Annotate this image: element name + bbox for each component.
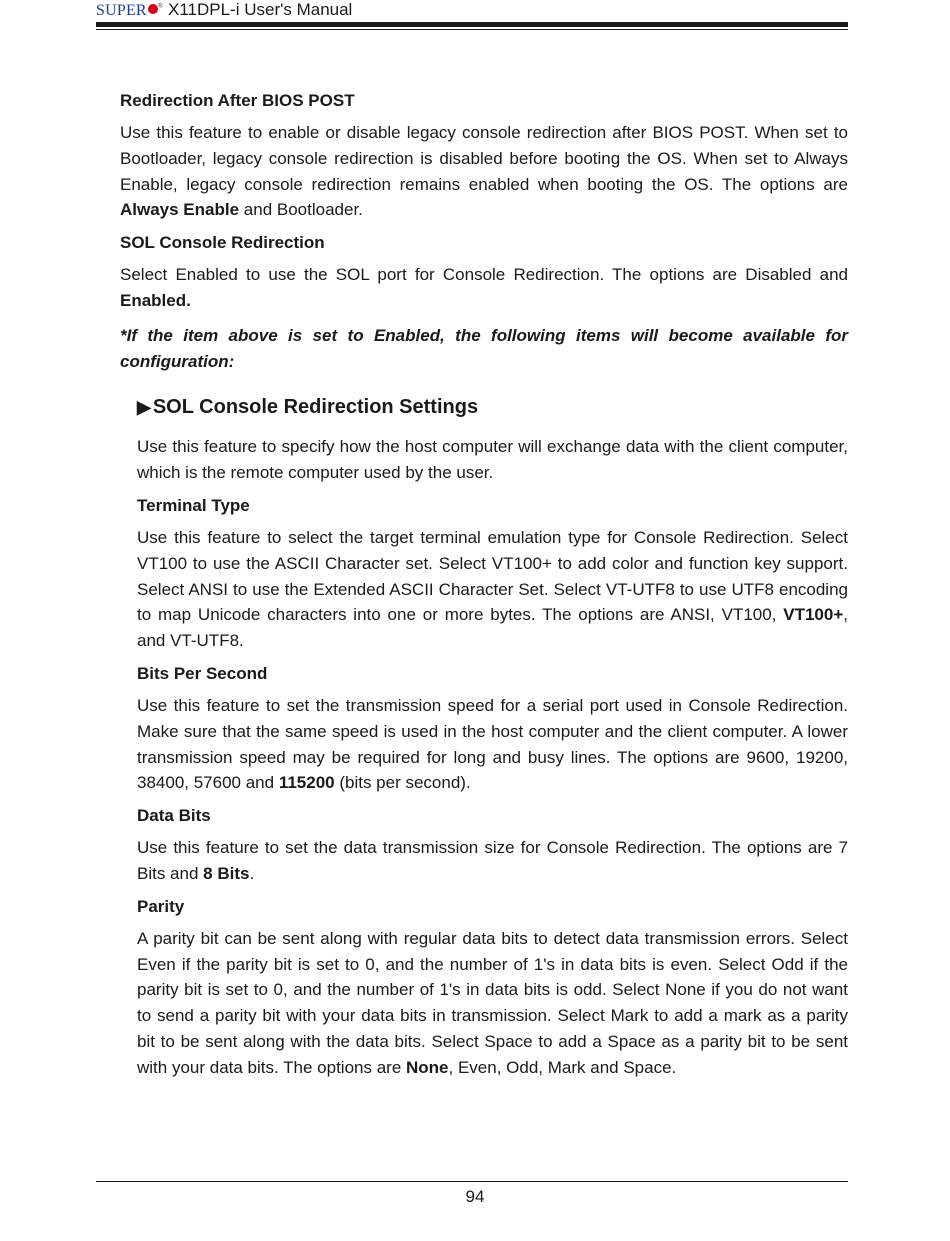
logo-registered-mark: ® bbox=[157, 2, 164, 10]
section-redirection-after-bios-post bbox=[120, 90, 848, 223]
paragraph-data-bits bbox=[137, 835, 848, 887]
paragraph-parity bbox=[137, 926, 848, 1081]
text-span: Use this feature to select the target terminal emulation type for Console Redirection. Select VT100 to use the ASCII Character set. Select VT100+ to add color and function key support. Select ANSI to use the Extended ASCII Character Set. Select VT-UTF8 to use UTF8 encoding to map Unicode characters into one or more bytes. The options are ANSI, VT100, bbox=[137, 527, 848, 625]
paragraph-redirection-after-bios-post bbox=[120, 120, 848, 223]
heading-terminal-type: Terminal Type bbox=[137, 495, 250, 515]
text-span: . bbox=[249, 863, 255, 883]
page-content bbox=[120, 90, 848, 1090]
logo-dot-icon bbox=[148, 4, 158, 14]
text-span: Use this feature to enable or disable legacy console redirection after BIOS POST. When set to Bootloader, legacy console redirection is disabled before booting the OS. When set to Always Enable, legacy console redirection remains enabled when booting the OS. The options are bbox=[120, 123, 848, 194]
text-span: Use this feature to set the data transmission size for Console Redirection. The options are 7 Bits and bbox=[137, 838, 848, 883]
heading-sol-console-redirection-settings bbox=[137, 394, 848, 420]
logo-text: SUPER bbox=[96, 2, 147, 19]
supermicro-logo bbox=[96, 2, 163, 20]
paragraph-terminal-type bbox=[137, 525, 848, 654]
header-rule-thin bbox=[96, 29, 848, 30]
heading-data-bits: Data Bits bbox=[137, 806, 211, 826]
section-parity bbox=[137, 896, 848, 1081]
paragraph-sol-console-redirection bbox=[120, 262, 848, 314]
heading-redirection-after-bios-post: Redirection After BIOS POST bbox=[120, 91, 355, 110]
triangle-right-icon: ▶ bbox=[137, 397, 151, 418]
bold-default-option: 115200 bbox=[278, 773, 335, 793]
heading-text: SOL Console Redirection Settings bbox=[152, 396, 479, 419]
text-span: A parity bit can be sent along with regular data bits to detect data transmission errors. Select Even if the parity bit is set to 0, and the number of 1's in data bits is even. Select Odd if the parity bit is set to 0, and the number of 1's in data bits is odd. Select None if you do not want to send a parity bit with your data bits in transmission. Select Mark to add a mark as a parity bit to be sent along with the data bits. Select Space to add a Space as a parity bit to be sent with your data bits. The options are bbox=[137, 928, 848, 1077]
text-span: Use this feature to set the transmission speed for a serial port used in Console Redirection. Make sure that the same speed is used in the host computer and the client computer. A lower transmission speed may be required for long and busy lines. The options are 9600, 19200, 38400, 57600 and bbox=[137, 695, 848, 793]
text-span: and Bootloader. bbox=[239, 200, 363, 220]
manual-title: X11DPL-i User's Manual bbox=[168, 0, 353, 19]
section-data-bits bbox=[137, 805, 848, 887]
sol-settings-body bbox=[137, 434, 848, 1080]
heading-parity: Parity bbox=[137, 896, 185, 916]
bold-default-option: None bbox=[406, 1057, 449, 1077]
header-rule-thick bbox=[96, 22, 848, 27]
section-sol-console-redirection bbox=[120, 232, 848, 314]
bold-default-option: VT100+ bbox=[783, 605, 844, 625]
bold-default-option: Enabled. bbox=[120, 290, 191, 310]
availability-note: *If the item above is set to Enabled, the following items will become available for configuration: bbox=[120, 325, 848, 371]
page-number: 94 bbox=[465, 1187, 485, 1206]
text-span: , Even, Odd, Mark and Space. bbox=[448, 1057, 677, 1077]
bold-default-option: 8 Bits bbox=[203, 863, 250, 883]
text-span: , and VT-UTF8. bbox=[137, 605, 848, 651]
section-bits-per-second bbox=[137, 663, 848, 796]
bold-default-option: Always Enable bbox=[120, 200, 240, 220]
footer-rule bbox=[96, 1181, 848, 1182]
heading-bits-per-second: Bits Per Second bbox=[137, 663, 268, 683]
text-span: Select Enabled to use the SOL port for Console Redirection. The options are Disabled and bbox=[120, 265, 848, 285]
paragraph-bits-per-second bbox=[137, 693, 848, 796]
heading-sol-console-redirection: SOL Console Redirection bbox=[120, 233, 325, 253]
section-terminal-type bbox=[137, 495, 848, 654]
text-span: (bits per second). bbox=[334, 773, 471, 793]
paragraph-sol-settings: Use this feature to specify how the host computer will exchange data with the client computer, which is the remote computer used by the user. bbox=[137, 437, 848, 483]
